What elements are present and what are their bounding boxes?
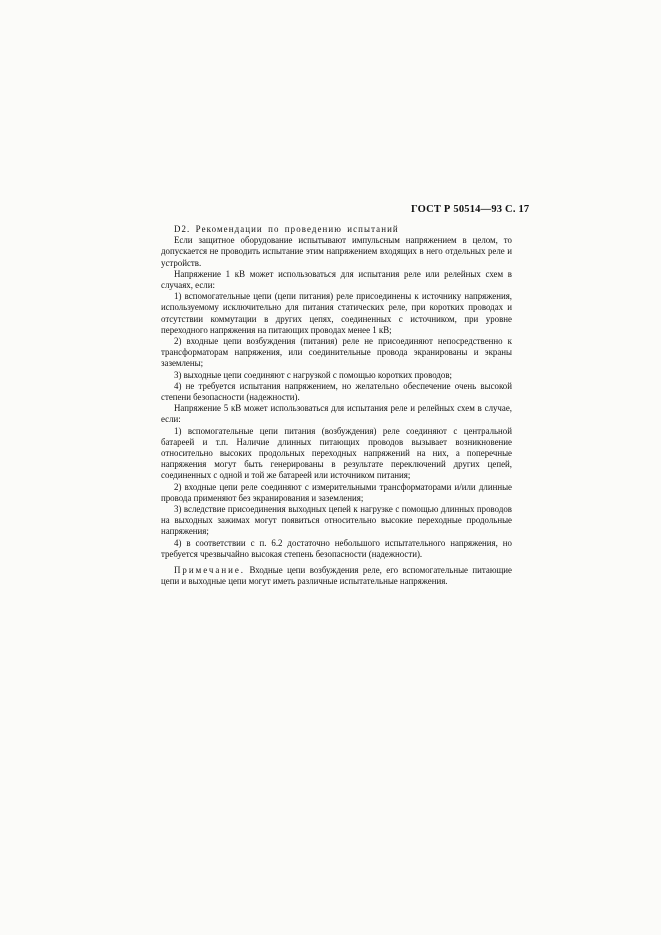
paragraph: 2) входные цепи возбуждения (питания) реле не присоединяют непосредственно к трансформаторам напряжения, или соединительные провода экранированы и экраны заземлены;	[161, 336, 512, 369]
note-paragraph	[161, 565, 512, 587]
paragraph: Если защитное оборудование испытывают импульсным напряжением в целом, то допускается не проводить испытание этим напряжением входящих в него отдельных реле и устройств.	[161, 235, 512, 268]
section-heading: D2. Рекомендации по проведению испытаний	[174, 224, 399, 234]
paragraph: 3) вследствие присоединения выходных цепей к нагрузке с помощью длинных проводов на выходных зажимах могут появиться относительно высокие переходные продольные напряжения;	[161, 504, 512, 537]
paragraph: Напряжение 5 кВ может использоваться для испытания реле и релейных схем в случае, если:	[161, 403, 512, 425]
paragraph: 1) вспомогательные цепи (цепи питания) реле присоединены к источнику напряжения, используемому исключительно для питания статических реле, при коротких проводах и отсутствии коммутации в других цепях, соединенных с источником, при уровне переходного напряжения на питающих проводах менее 1 кВ;	[161, 291, 512, 335]
note-text: Входные цепи возбуждения реле, его вспомогательные питающие цепи и выходные цепи могут иметь различные испытательные напряжения.	[161, 565, 512, 587]
paragraph: 3) выходные цепи соединяют с нагрузкой с помощью коротких проводов;	[174, 369, 453, 380]
paragraph: 1) вспомогательные цепи питания (возбуждения) реле соединяют с центральной батареей и т.п. Наличие длинных питающих проводов вызывает возникновение относительно высоких продольных переходных напряжений на них, а поперечные напряжения могут быть генерированы в результате переключений других цепей, соединенных с одной и той же батареей или источником питания;	[161, 425, 512, 481]
document-body	[161, 224, 512, 588]
page-header-code: ГОСТ Р 50514—93 С. 17	[411, 204, 530, 215]
paragraph: 2) входные цепи реле соединяют с измерительными трансформаторами и/или длинные провода применяют без экранирования и заземления;	[161, 481, 512, 503]
paragraph: Напряжение 1 кВ может использоваться для испытания реле или релейных схем в случаях, если:	[161, 268, 512, 291]
paragraph: 4) в соответствии с п. 6.2 достаточно небольшого испытательного напряжения, но требуется чрезвычайно высокая степень безопасности (надежности).	[161, 537, 512, 559]
paragraph: 4) не требуется испытания напряжением, но желательно обеспечение очень высокой степени безопасности (надежности).	[161, 380, 512, 403]
note-label: Примечание.	[174, 565, 245, 576]
